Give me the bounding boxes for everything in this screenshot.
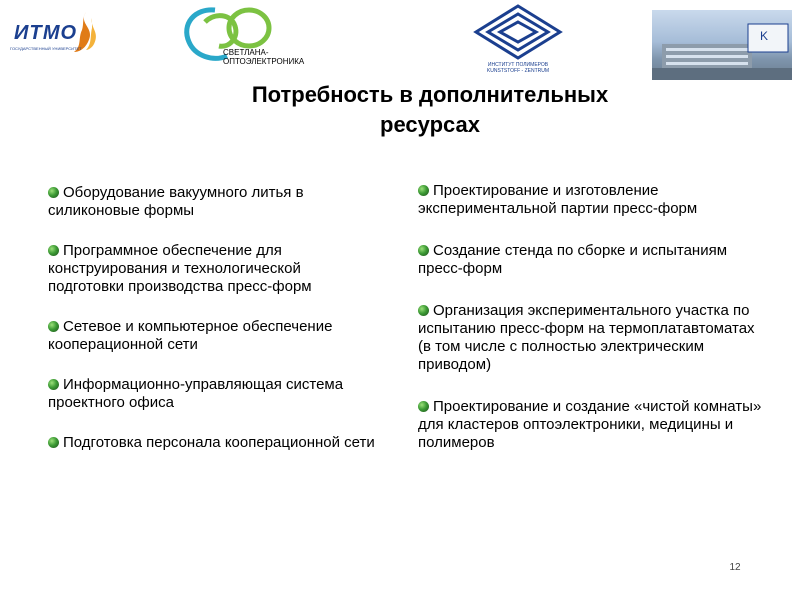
list-item-text: Организация экспериментального участка по испытанию пресс-форм на термоплатавтоматах (в том числе с полностью электрическим приводом) <box>418 302 755 373</box>
institute-logo-text <box>470 62 566 74</box>
list-item <box>48 376 378 412</box>
slide-title-line1: Потребность в дополнительных <box>251 82 609 107</box>
list-item-text: Проектирование и создание «чистой комнаты» для кластеров оптоэлектроники, медицины и полимеров <box>418 398 762 451</box>
list-item-text: Подготовка персонала кооперационной сети <box>63 434 375 451</box>
itmo-logo <box>8 8 108 54</box>
green-bullet-icon <box>418 245 429 256</box>
green-bullet-icon <box>418 401 429 412</box>
list-item-text: Проектирование и изготовление экспериментальной партии пресс-форм <box>418 182 698 217</box>
list-item <box>418 302 763 374</box>
left-bullet-list <box>48 184 378 452</box>
svetlana-logo-text <box>223 48 304 66</box>
slide-title <box>170 80 690 140</box>
list-item <box>418 398 763 452</box>
svetlana-line1: СВЕТЛАНА- <box>223 48 269 57</box>
building-photo <box>652 10 792 80</box>
institute-line1: ИНСТИТУТ ПОЛИМЕРОВ <box>487 62 549 68</box>
slide-title-line2: ресурсах <box>380 112 480 137</box>
green-bullet-icon <box>48 187 59 198</box>
green-bullet-icon <box>48 437 59 448</box>
itmo-logo-text: ИТМО <box>14 22 78 44</box>
list-item <box>418 182 763 218</box>
institute-polymers-logo <box>468 4 568 78</box>
list-item <box>48 434 378 452</box>
institute-emblem-icon <box>468 4 568 62</box>
right-bullet-list <box>418 182 763 452</box>
svg-text:K: K <box>760 29 769 43</box>
svetlana-line2: ОПТОЭЛЕКТРОНИКА <box>223 57 305 66</box>
list-item-text: Информационно-управляющая система проектного офиса <box>48 376 344 411</box>
green-bullet-icon <box>418 305 429 316</box>
itmo-logo-subtitle: ГОСУДАРСТВЕННЫЙ УНИВЕРСИТЕТ <box>10 46 82 51</box>
list-item <box>418 242 763 278</box>
list-item <box>48 184 378 220</box>
green-bullet-icon <box>48 245 59 256</box>
building-image-icon <box>652 10 792 80</box>
list-item-text: Программное обеспечение для конструирования и технологической подготовки производства пресс-форм <box>48 242 312 295</box>
list-item <box>48 242 378 296</box>
list-item-text: Сетевое и компьютерное обеспечение кооперационной сети <box>48 318 333 353</box>
green-bullet-icon <box>48 321 59 332</box>
page-number: 12 <box>729 562 741 573</box>
list-item-text: Оборудование вакуумного литья в силиконовые формы <box>48 184 304 219</box>
list-item-text: Создание стенда по сборке и испытаниям пресс-форм <box>418 242 728 277</box>
institute-line2: KUNSTSTOFF - ZENTRUM <box>486 68 550 74</box>
green-bullet-icon <box>48 379 59 390</box>
list-item <box>48 318 378 354</box>
svetlana-logo <box>175 2 335 70</box>
green-bullet-icon <box>418 185 429 196</box>
